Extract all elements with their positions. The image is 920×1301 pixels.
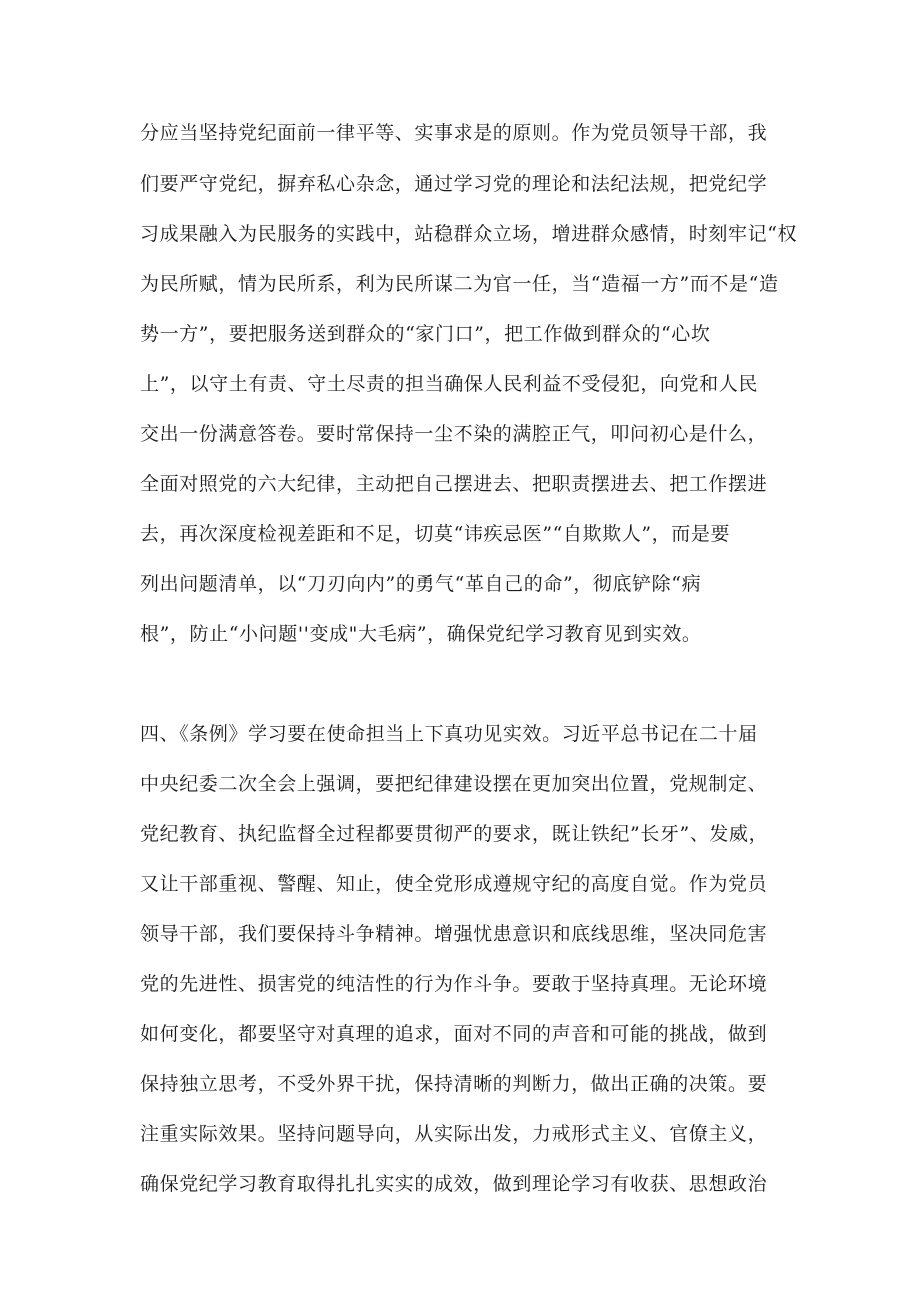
text-line: 势一方”，要把服务送到群众的“家门口”，把工作做到群众的“心坎 [140, 323, 711, 345]
text-line: 习成果融入为民服务的实践中，站稳群众立场，增进群众感情，时刻牢记“权 [140, 223, 798, 245]
text-line: 确保党纪学习教育取得扎扎实实的成效，做到理论学习有收获、思想政治 [140, 1173, 768, 1195]
text-line: 又让干部重视、警醒、知止，使全党形成遵规守纪的高度自觉。作为党员 [140, 873, 768, 895]
text-line: 领导干部，我们要保持斗争精神。增强忧患意识和底线思维，坚决同危害 [140, 923, 768, 945]
text-line: 党纪教育、执纪监督全过程都要贯彻严的要求，既让铁纪”长牙”、发威， [140, 823, 769, 845]
text-line: 如何变化，都要坚守对真理的追求，面对不同的声音和可能的挑战，做到 [140, 1023, 768, 1045]
text-line: 为民所赋，情为民所系，利为民所谋二为官一任，当“造福一方”而不是“造 [140, 273, 779, 295]
text-line: 列出问题清单，以“刀刃向内”的勇气“革自己的命”，彻底铲除“病 [140, 573, 702, 595]
text-line: 全面对照党的六大纪律，主动把自己摆进去、把职责摆进去、把工作摆进 [140, 473, 768, 495]
text-line: 上”，以守土有责、守土尽责的担当确保人民利益不受侵犯，向党和人民 [140, 373, 758, 395]
text-line: 四、《条例》学习要在使命担当上下真功见实效。习近平总书记在二十届 [140, 723, 758, 745]
text-line: 保持独立思考，不受外界干扰，保持清晰的判断力，做出正确的决策。要 [140, 1073, 768, 1095]
text-line: 注重实际效果。坚持问题导向，从实际出发，力戒形式主义、官僚主义， [140, 1123, 768, 1145]
text-line: 分应当坚持党纪面前一律平等、实事求是的原则。作为党员领导干部，我 [140, 122, 768, 144]
text-line: 们要严守党纪，摒弃私心杂念，通过学习党的理论和法纪法规，把党纪学 [140, 173, 768, 195]
text-line: 党的先进性、损害党的纯洁性的行为作斗争。要敢于坚持真理。无论环境 [140, 973, 768, 995]
text-line: 交出一份满意答卷。要时常保持一尘不染的满腔正气，叩问初心是什么， [140, 423, 768, 445]
text-line: 去，再次深度检视差距和不足，切莫“讳疾忌医”“自欺欺人”，而是要 [140, 523, 731, 545]
text-line: 根”，防止“小问题''变成"大毛病”，确保党纪学习教育见到实效。 [140, 623, 702, 645]
text-line: 中央纪委二次全会上强调，要把纪律建设摆在更加突出位置，党规制定、 [140, 773, 768, 795]
